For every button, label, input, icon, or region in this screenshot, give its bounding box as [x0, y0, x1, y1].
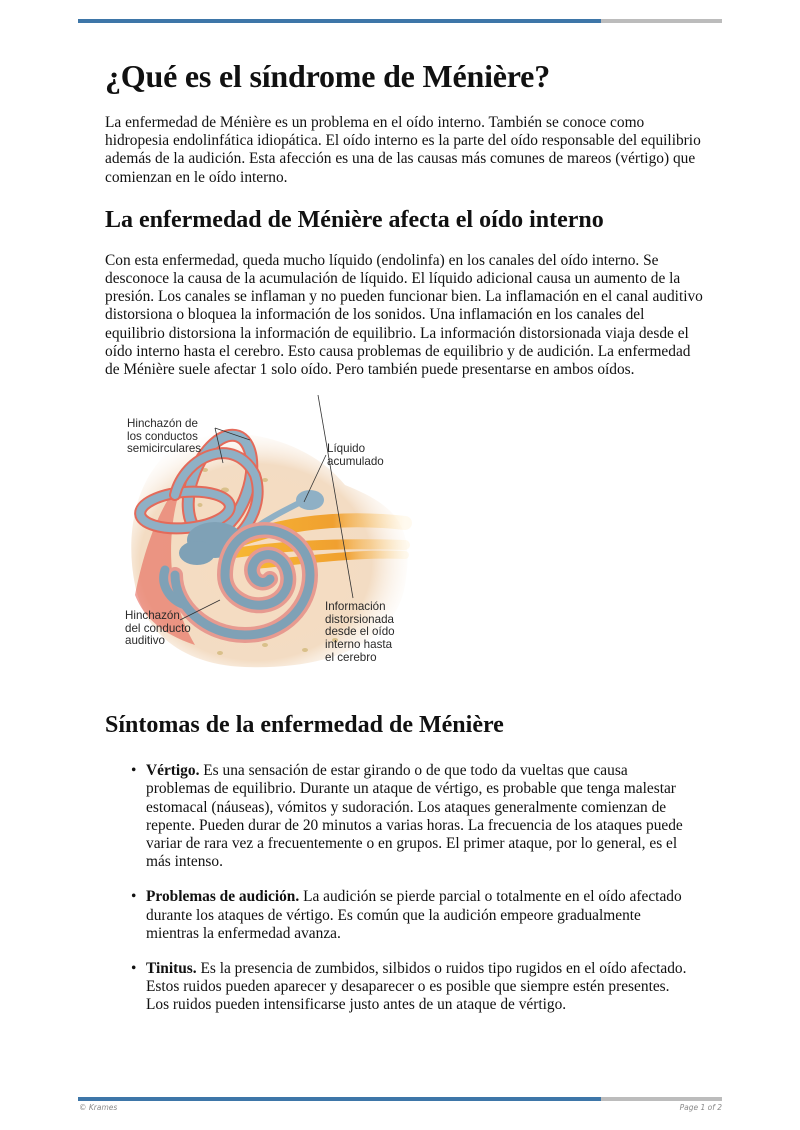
page-title: ¿Qué es el síndrome de Ménière? [105, 58, 550, 94]
inner-ear-figure [105, 395, 425, 675]
section-heading-symptoms: Síntomas de la enfermedad de Ménière [105, 712, 504, 739]
footer-copyright: © Krames [79, 1103, 118, 1112]
bullet-icon: • [131, 762, 137, 780]
label-line: del conducto [125, 621, 191, 635]
label-line: Información [325, 600, 386, 614]
bullet-icon: • [131, 888, 137, 906]
list-item-vertigo [131, 762, 691, 871]
list-item-text: Es la presencia de zumbidos, silbidos o ruidos tipo rugidos en el oído afectado. Estos ruidos pueden aparecer y desaparecer o es posible que siempre estén presentes. Los ruidos pueden intensificarse justo antes de un ataque de vértigo. [146, 960, 687, 1014]
bullet-icon: • [131, 960, 137, 978]
label-line: interno hasta [325, 638, 393, 652]
document-body [105, 56, 705, 1032]
footer-page-number: Page 1 of 2 [679, 1103, 722, 1112]
label-line: acumulado [327, 454, 384, 468]
label-line: Hinchazón [125, 609, 180, 623]
label-line: el cerebro [325, 650, 377, 664]
label-line: los conductos [127, 429, 198, 443]
section-heading-inner-ear: La enfermedad de Ménière afecta el oído interno [105, 206, 604, 233]
label-semicircular-canals [127, 418, 201, 456]
header-rule-primary [78, 19, 601, 23]
label-distorted-information [325, 601, 395, 664]
list-item-text: Es una sensación de estar girando o de que todo da vueltas que causa problemas de equilibrio. Durante un ataque de vértigo, es probable que tenga malestar estomacal (náuseas), vómitos y sudoración. Los ataques generalmente comienzan de repente. Pueden durar de 20 minutos a varias horas. La frecuencia de los ataques puede variar de rara vez a frecuentemente o en grupos. El primer ataque, por lo general, es el más intenso. [146, 762, 683, 871]
header-rule [78, 19, 722, 23]
label-cochlear-duct [125, 610, 191, 648]
footer-rule-primary [78, 1097, 601, 1101]
section-body-inner-ear: Con esta enfermedad, queda mucho líquido (endolinfa) en los canales del oído interno. Se desconoce la causa de la acumulación de líquido. El líquido adicional causa un aumento de la presión. Los canales se inflaman y no pueden funcionar bien. La inflamación en el canal auditivo distorsiona o bloquea la información de los sonidos. Una inflamación en los canales del equilibrio distorsiona la información de equilibrio. La información distorsionada viaja desde el oído interno hasta el cerebro. Esto causa problemas de equilibrio y de audición. La enfermedad de Ménière suele afectar 1 solo oído. Pero también puede presentarse en ambos oídos. [105, 251, 703, 379]
label-line: distorsionada [325, 612, 394, 626]
label-line: Hinchazón de [127, 417, 198, 431]
list-item-term: Problemas de audición. [146, 888, 300, 906]
list-item-hearing [131, 888, 691, 943]
list-item-text: La audición se pierde parcial o totalmente en el oído afectado durante los ataques de vértigo. Es común que la audición empeore gradualmente mientras la enfermedad avanza. [146, 888, 682, 942]
footer-rule-secondary [601, 1097, 722, 1101]
header-rule-secondary [601, 19, 722, 23]
label-line: Líquido [327, 442, 366, 456]
label-line: semicirculares [127, 442, 202, 456]
label-accumulated-fluid [327, 443, 384, 468]
list-item-tinnitus [131, 960, 691, 1015]
intro-paragraph: La enfermedad de Ménière es un problema en el oído interno. También se conoce como hidropesia endolinfática idiopática. El oído interno es la parte del oído responsable del equilibrio además de la audición. Esta afección es una de las causas más comunes de mareos (vértigo) que comienzan en le oído interno. [105, 114, 701, 186]
label-line: auditivo [125, 634, 165, 648]
list-item-term: Tinitus. [146, 960, 197, 978]
label-line: desde el oído [325, 625, 395, 639]
symptoms-list [105, 762, 705, 1014]
list-item-term: Vértigo. [146, 762, 200, 780]
footer-rule [78, 1097, 722, 1101]
